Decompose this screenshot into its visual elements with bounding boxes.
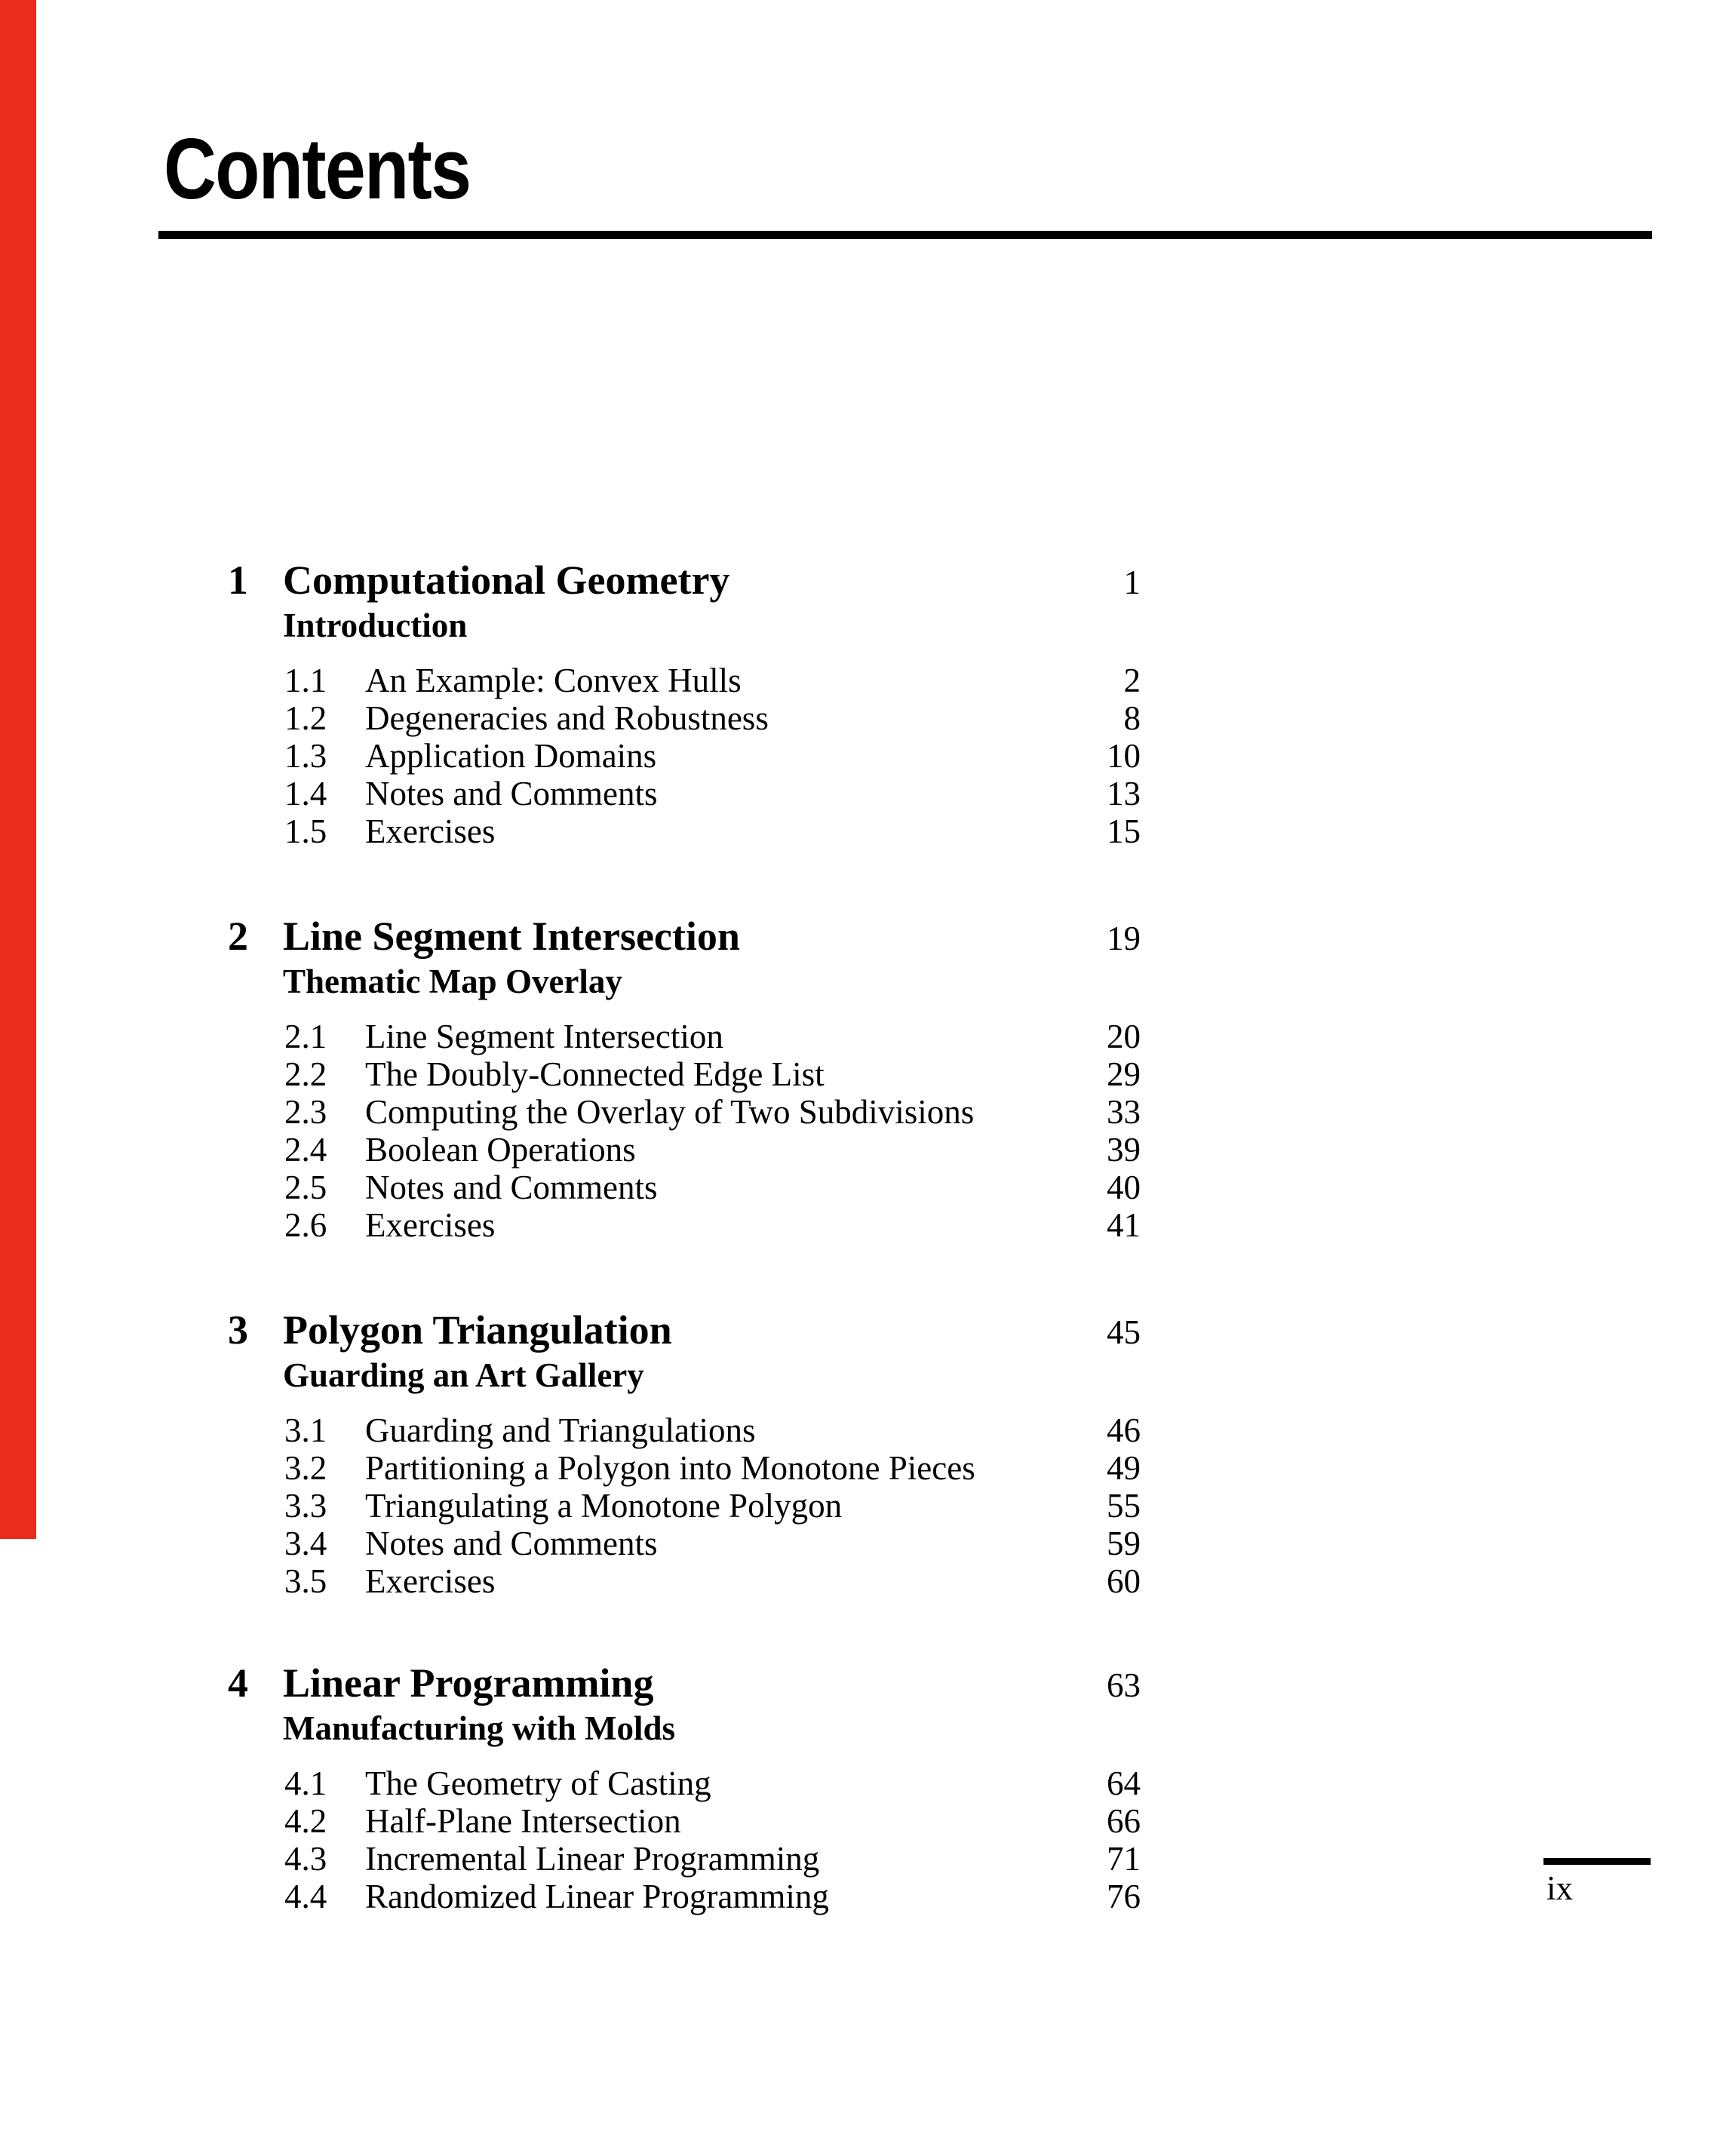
toc-section-row: [228, 1169, 1141, 1206]
section-number: 2.5: [284, 1169, 327, 1206]
section-number: 2.4: [284, 1131, 327, 1169]
section-number: 3.4: [284, 1525, 327, 1562]
toc-section-row: [228, 1802, 1141, 1840]
section-title: Notes and Comments: [365, 1525, 658, 1562]
section-title: Application Domains: [365, 737, 657, 775]
chapter-page-number: 45: [1107, 1313, 1141, 1351]
toc-section-row: [228, 1487, 1141, 1525]
toc-section-row: [228, 699, 1141, 737]
toc-section-row: [228, 812, 1141, 850]
section-number: 3.2: [284, 1449, 327, 1487]
section-number: 2.3: [284, 1093, 327, 1131]
toc-section-row: [228, 775, 1141, 812]
section-page-number: 13: [1107, 775, 1141, 812]
section-title: Exercises: [365, 812, 496, 850]
section-page-number: 49: [1107, 1449, 1141, 1487]
section-page-number: 33: [1107, 1093, 1141, 1131]
toc-section-row: [228, 1411, 1141, 1449]
section-title: An Example: Convex Hulls: [365, 662, 742, 699]
chapter-subtitle: Thematic Map Overlay: [283, 963, 622, 1000]
section-page-number: 2: [1123, 662, 1141, 699]
toc-section-row: [228, 1206, 1141, 1244]
section-title: Exercises: [365, 1206, 496, 1244]
chapter-subtitle: Introduction: [283, 607, 468, 644]
toc-section-row: [228, 1840, 1141, 1878]
section-number: 2.6: [284, 1206, 327, 1244]
section-page-number: 71: [1107, 1840, 1141, 1878]
section-page-number: 8: [1123, 699, 1141, 737]
toc-section-row: [228, 662, 1141, 699]
page-number: ix: [1546, 1869, 1574, 1907]
section-title: Line Segment Intersection: [365, 1018, 723, 1055]
section-page-number: 66: [1107, 1802, 1141, 1840]
chapter-subtitle: Guarding an Art Gallery: [283, 1356, 644, 1394]
page-title: Contents: [164, 121, 471, 217]
section-title: The Geometry of Casting: [365, 1764, 711, 1802]
chapter-heading: [228, 1307, 1141, 1356]
section-number: 3.5: [284, 1562, 327, 1600]
chapter-block-1: [228, 557, 1141, 850]
chapter-title: Line Segment Intersection: [283, 914, 740, 959]
chapter-page-number: 1: [1123, 564, 1141, 601]
section-number: 4.2: [284, 1802, 327, 1840]
section-title: Exercises: [365, 1562, 496, 1600]
section-number: 4.1: [284, 1764, 327, 1802]
section-number: 2.1: [284, 1018, 327, 1055]
section-title: Degeneracies and Robustness: [365, 699, 769, 737]
section-title: Notes and Comments: [365, 1169, 658, 1206]
section-page-number: 76: [1107, 1878, 1141, 1915]
section-title: Triangulating a Monotone Polygon: [365, 1487, 843, 1525]
chapter-subtitle: Manufacturing with Molds: [283, 1709, 676, 1747]
section-number: 3.3: [284, 1487, 327, 1525]
chapter-heading: [228, 1660, 1141, 1709]
chapter-number: 3: [228, 1307, 248, 1353]
section-number: 3.1: [284, 1411, 327, 1449]
section-page-number: 15: [1107, 812, 1141, 850]
chapter-number: 1: [228, 557, 248, 603]
toc-section-row: [228, 1131, 1141, 1169]
chapter-page-number: 63: [1107, 1666, 1141, 1704]
toc-section-row: [228, 1055, 1141, 1093]
section-title: Notes and Comments: [365, 775, 658, 812]
footer-rule: [1543, 1858, 1651, 1865]
toc-section-row: [228, 1093, 1141, 1131]
section-page-number: 40: [1107, 1169, 1141, 1206]
section-title: Computing the Overlay of Two Subdivisions: [365, 1093, 975, 1131]
section-number: 1.1: [284, 662, 327, 699]
section-title: Randomized Linear Programming: [365, 1878, 829, 1915]
section-page-number: 64: [1107, 1764, 1141, 1802]
section-title: Boolean Operations: [365, 1131, 636, 1169]
section-page-number: 46: [1107, 1411, 1141, 1449]
section-number: 4.3: [284, 1840, 327, 1878]
section-title: The Doubly-Connected Edge List: [365, 1055, 825, 1093]
toc-section-row: [228, 1562, 1141, 1600]
section-number: 1.3: [284, 737, 327, 775]
chapter-title: Polygon Triangulation: [283, 1307, 672, 1353]
section-number: 2.2: [284, 1055, 327, 1093]
chapter-heading: [228, 913, 1141, 962]
chapter-block-2: [228, 913, 1141, 1244]
section-list: [228, 1764, 1141, 1915]
toc-section-row: [228, 1878, 1141, 1915]
chapter-heading: [228, 557, 1141, 606]
section-list: [228, 662, 1141, 850]
section-page-number: 55: [1107, 1487, 1141, 1525]
toc-section-row: [228, 1018, 1141, 1055]
chapter-title: Linear Programming: [283, 1660, 654, 1706]
section-page-number: 10: [1107, 737, 1141, 775]
toc-section-row: [228, 1764, 1141, 1802]
section-number: 1.2: [284, 699, 327, 737]
title-rule: [158, 231, 1652, 239]
section-page-number: 20: [1107, 1018, 1141, 1055]
section-page-number: 41: [1107, 1206, 1141, 1244]
section-number: 4.4: [284, 1878, 327, 1915]
chapter-number: 4: [228, 1660, 248, 1706]
section-page-number: 60: [1107, 1562, 1141, 1600]
section-page-number: 39: [1107, 1131, 1141, 1169]
toc-section-row: [228, 737, 1141, 775]
section-number: 1.5: [284, 812, 327, 850]
section-page-number: 59: [1107, 1525, 1141, 1562]
toc-section-row: [228, 1449, 1141, 1487]
section-title: Half-Plane Intersection: [365, 1802, 681, 1840]
section-list: [228, 1018, 1141, 1244]
chapter-title: Computational Geometry: [283, 557, 730, 603]
section-page-number: 29: [1107, 1055, 1141, 1093]
chapter-page-number: 19: [1107, 920, 1141, 957]
chapter-number: 2: [228, 914, 248, 959]
toc-section-row: [228, 1525, 1141, 1562]
red-edge-strip: [0, 0, 36, 1539]
section-number: 1.4: [284, 775, 327, 812]
chapter-block-3: [228, 1307, 1141, 1600]
section-title: Guarding and Triangulations: [365, 1411, 756, 1449]
section-title: Partitioning a Polygon into Monotone Pieces: [365, 1449, 975, 1487]
section-list: [228, 1411, 1141, 1600]
chapter-block-4: [228, 1660, 1141, 1915]
section-title: Incremental Linear Programming: [365, 1840, 820, 1878]
